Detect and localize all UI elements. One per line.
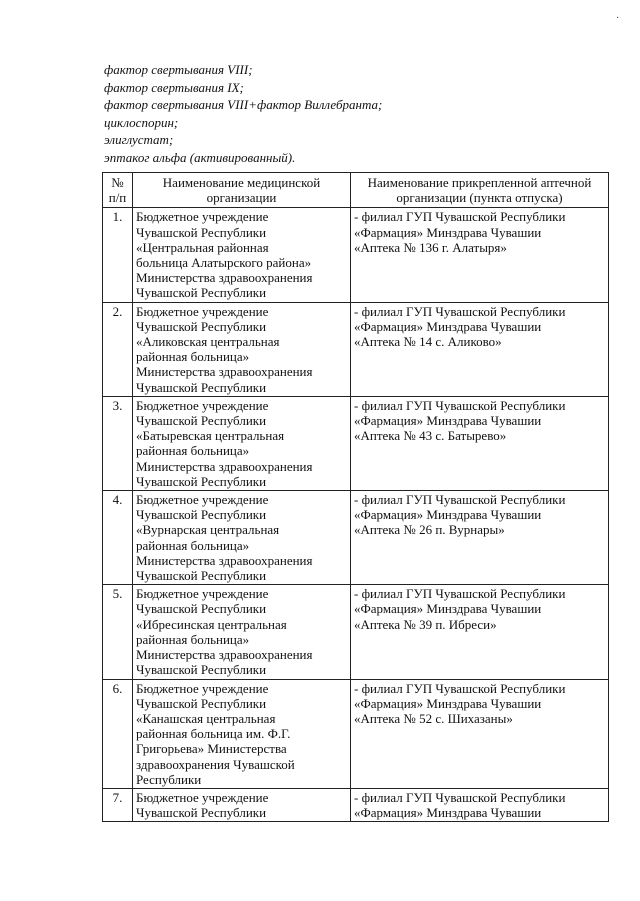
row-number: 2.: [103, 302, 133, 396]
org-line: здравоохранения Чувашской: [136, 756, 295, 772]
org-line: Бюджетное учреждение: [136, 303, 269, 319]
pharmacy-line: «Аптека № 39 п. Ибреси»: [354, 616, 497, 632]
drug-list-item: фактор свертывания IX;: [104, 79, 244, 95]
table-row: [103, 208, 609, 302]
pharmacy-line: «Фармация» Минздрава Чувашии: [354, 601, 542, 617]
pharmacy-line: «Фармация» Минздрава Чувашии: [354, 695, 542, 711]
pharmacy-line: - филиал ГУП Чувашской Республики: [354, 303, 566, 319]
header-line: Наименование прикрепленной аптечной: [367, 175, 592, 190]
org-line: Чувашской Республики: [136, 568, 267, 584]
table-row: [103, 679, 609, 788]
drug-list-item: циклоспорин;: [104, 114, 179, 130]
row-number: 3.: [103, 396, 133, 490]
pharmacy-line: «Аптека № 14 с. Аликово»: [354, 334, 502, 350]
row-number: 4.: [103, 491, 133, 585]
org-line: Министерства здравоохранения: [136, 364, 313, 380]
table-row: [103, 396, 609, 490]
org-line: «Центральная районная: [136, 239, 269, 255]
organization-cell: [133, 396, 351, 490]
org-line: Чувашской Республики: [136, 224, 267, 240]
header-line: п/п: [108, 190, 127, 206]
row-number: 5.: [103, 585, 133, 679]
drug-list-item: фактор свертывания VIII+фактор Виллебранта;: [104, 97, 383, 113]
header-line: организации: [206, 190, 277, 206]
pharmacy-cell: [351, 585, 609, 679]
org-line: Бюджетное учреждение: [136, 397, 269, 413]
org-line: Чувашской Республики: [136, 507, 267, 523]
org-line: районная больница»: [136, 443, 250, 459]
org-line: «Аликовская центральная: [136, 334, 280, 350]
organizations-table: [102, 172, 609, 822]
table-row: [103, 491, 609, 585]
pharmacy-cell: [351, 302, 609, 396]
org-line: Чувашской Республики: [136, 695, 267, 711]
pharmacy-line: - филиал ГУП Чувашской Республики: [354, 492, 566, 508]
org-line: Министерства здравоохранения: [136, 647, 313, 663]
org-line: Бюджетное учреждение: [136, 492, 269, 508]
drug-list-item: элиглустат;: [104, 132, 174, 148]
organization-cell: [133, 788, 351, 821]
org-line: Чувашской Республики: [136, 379, 267, 395]
row-number: 6.: [103, 679, 133, 788]
org-line: Григорьева» Министерства: [136, 741, 287, 757]
org-line: больница Алатырского района»: [136, 255, 312, 271]
pharmacy-cell: [351, 491, 609, 585]
pharmacy-line: - филиал ГУП Чувашской Республики: [354, 789, 566, 805]
organization-cell: [133, 208, 351, 302]
organization-cell: [133, 679, 351, 788]
header-organization: [133, 173, 351, 208]
pharmacy-cell: [351, 679, 609, 788]
org-line: Республики: [136, 771, 202, 787]
table-row: [103, 585, 609, 679]
org-line: Чувашской Республики: [136, 805, 267, 821]
organization-cell: [133, 585, 351, 679]
org-line: «Вурнарская центральная: [136, 522, 280, 538]
org-line: Бюджетное учреждение: [136, 209, 269, 225]
org-line: «Канашская центральная: [136, 710, 276, 726]
org-line: Бюджетное учреждение: [136, 680, 269, 696]
pharmacy-line: «Аптека № 52 с. Шихазаны»: [354, 710, 513, 726]
org-line: районная больница»: [136, 537, 250, 553]
table-header-row: [103, 173, 609, 208]
table-row: [103, 788, 609, 821]
org-line: Министерства здравоохранения: [136, 458, 313, 474]
org-line: районная больница»: [136, 349, 250, 365]
org-line: Министерства здравоохранения: [136, 270, 313, 286]
org-line: Чувашской Республики: [136, 662, 267, 678]
org-line: Чувашской Республики: [136, 413, 267, 429]
pharmacy-line: «Аптека № 136 г. Алатыря»: [354, 239, 507, 255]
pharmacy-line: «Аптека № 43 с. Батырево»: [354, 428, 507, 444]
pharmacy-line: «Фармация» Минздрава Чувашии: [354, 224, 542, 240]
header-line: организации (пункта отпуска): [396, 190, 563, 206]
header-number: [103, 173, 133, 208]
row-number: 7.: [103, 788, 133, 821]
pharmacy-line: «Фармация» Минздрава Чувашии: [354, 507, 542, 523]
organization-cell: [133, 491, 351, 585]
drug-list-item: фактор свертывания VIII;: [104, 62, 253, 77]
org-line: Бюджетное учреждение: [136, 586, 269, 602]
pharmacy-line: - филиал ГУП Чувашской Республики: [354, 209, 566, 225]
org-line: Бюджетное учреждение: [136, 789, 269, 805]
org-line: районная больница им. Ф.Г.: [136, 726, 291, 742]
page-corner-mark: ·: [616, 13, 620, 24]
pharmacy-line: «Фармация» Минздрава Чувашии: [354, 805, 542, 821]
organization-cell: [133, 302, 351, 396]
org-line: Чувашской Республики: [136, 473, 267, 489]
org-line: Министерства здравоохранения: [136, 552, 313, 568]
pharmacy-cell: [351, 208, 609, 302]
pharmacy-line: - филиал ГУП Чувашской Республики: [354, 680, 566, 696]
drug-list-item: эптаког альфа (активированный).: [104, 149, 296, 165]
pharmacy-cell: [351, 396, 609, 490]
pharmacy-cell: [351, 788, 609, 821]
drug-list: [104, 61, 584, 167]
pharmacy-line: - филиал ГУП Чувашской Республики: [354, 586, 566, 602]
pharmacy-line: «Фармация» Минздрава Чувашии: [354, 413, 542, 429]
table-row: [103, 302, 609, 396]
pharmacy-line: - филиал ГУП Чувашской Республики: [354, 397, 566, 413]
pharmacy-line: «Фармация» Минздрава Чувашии: [354, 318, 542, 334]
org-line: Чувашской Республики: [136, 318, 267, 334]
header-line: Наименование медицинской: [162, 175, 321, 190]
header-line: №: [111, 175, 124, 190]
pharmacy-line: «Аптека № 26 п. Вурнары»: [354, 522, 505, 538]
row-number: 1.: [103, 208, 133, 302]
org-line: «Ибресинская центральная: [136, 616, 287, 632]
header-pharmacy: [351, 173, 609, 208]
org-line: «Батыревская центральная: [136, 428, 285, 444]
org-line: Чувашской Республики: [136, 601, 267, 617]
org-line: районная больница»: [136, 631, 250, 647]
org-line: Чувашской Республики: [136, 285, 267, 301]
